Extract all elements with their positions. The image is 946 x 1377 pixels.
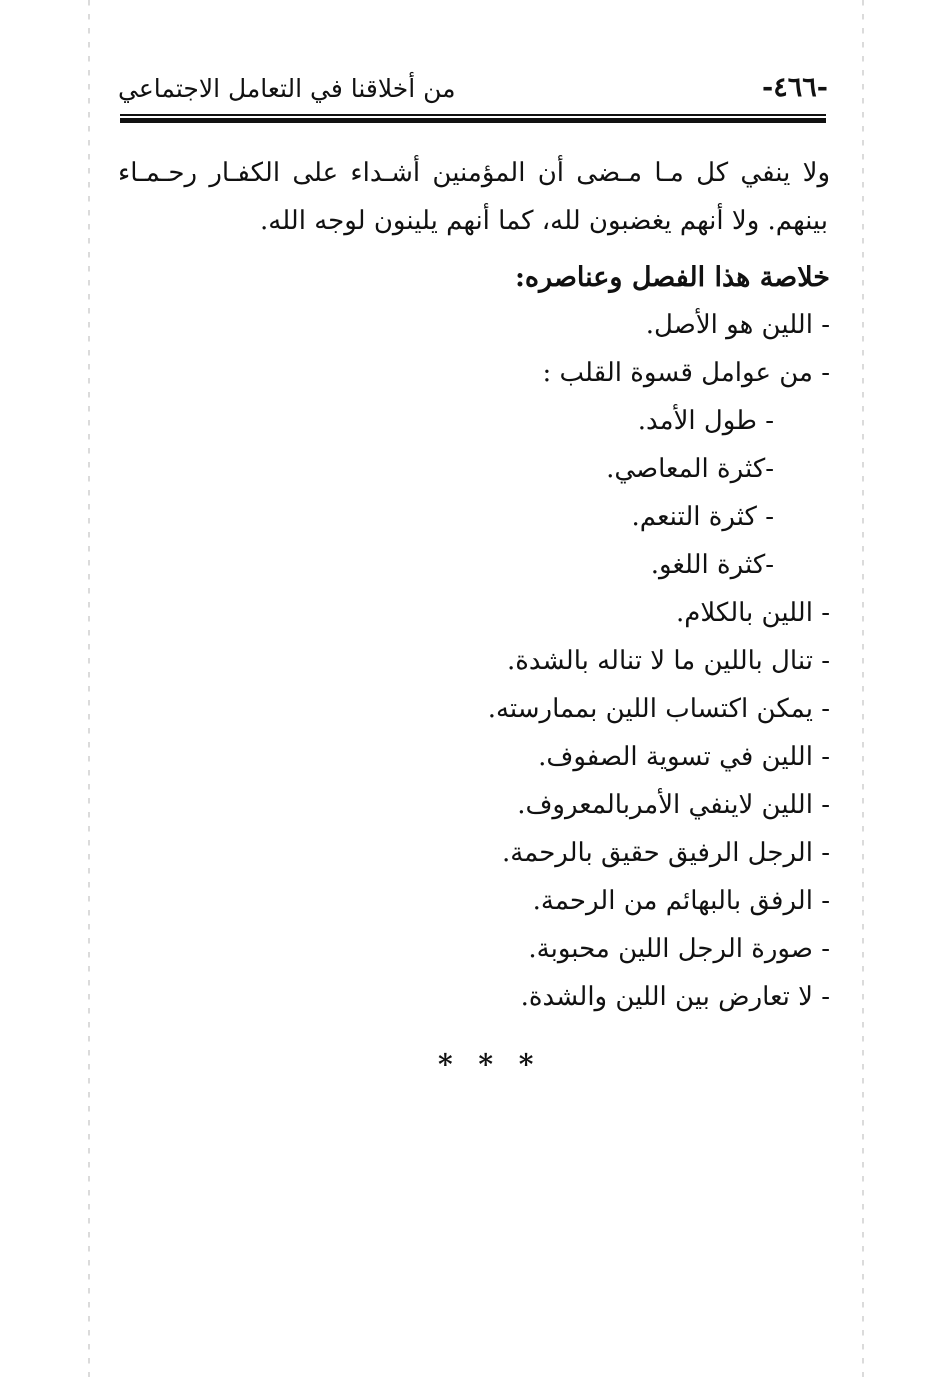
scan-margin-left <box>88 0 90 1377</box>
summary-item: - اللين في تسوية الصفوف. <box>538 742 830 772</box>
summary-item: - لا تعارض بين اللين والشدة. <box>520 982 830 1012</box>
scan-margin-right <box>862 0 864 1377</box>
summary-item: - الرفق بالبهائم من الرحمة. <box>532 886 830 916</box>
summary-item: - اللين بالكلام. <box>675 598 830 628</box>
summary-item: - يمكن اكتساب اللين بممارسته. <box>487 694 830 724</box>
summary-item: - صورة الرجل اللين محبوبة. <box>528 934 830 964</box>
intro-line-2: بينهم. ولا أنهم يغضبون لله، كما أنهم يلينون لوجه الله. <box>259 206 828 236</box>
summary-item: - اللين هو الأصل. <box>645 310 830 340</box>
summary-subitem: -كثرة اللغو. <box>650 550 774 580</box>
summary-subitem: - كثرة التنعم. <box>631 502 774 532</box>
summary-item: - تنال باللين ما لا تناله بالشدة. <box>507 646 830 676</box>
header-rule-thin <box>120 114 826 116</box>
section-separator: * * * <box>438 1048 542 1081</box>
summary-item: - الرجل الرفيق حقيق بالرحمة. <box>501 838 830 868</box>
summary-subitem: - طول الأمد. <box>637 406 774 436</box>
header-rule-thick <box>120 118 826 123</box>
summary-item: - اللين لاينفي الأمربالمعروف. <box>517 790 830 820</box>
summary-item: - من عوامل قسوة القلب : <box>542 358 830 388</box>
page-header <box>118 68 828 108</box>
running-title: من أخلاقنا في التعامل الاجتماعي <box>118 74 456 103</box>
page-number: -٤٦٦- <box>762 72 828 103</box>
intro-line-1: ولا ينفي كل مـا مـضى أن المؤمنين أشـداء على الكفـار رحـمـاء <box>118 158 830 188</box>
summary-heading: خلاصة هذا الفصل وعناصره: <box>514 262 830 293</box>
summary-subitem: -كثرة المعاصي. <box>606 454 774 484</box>
